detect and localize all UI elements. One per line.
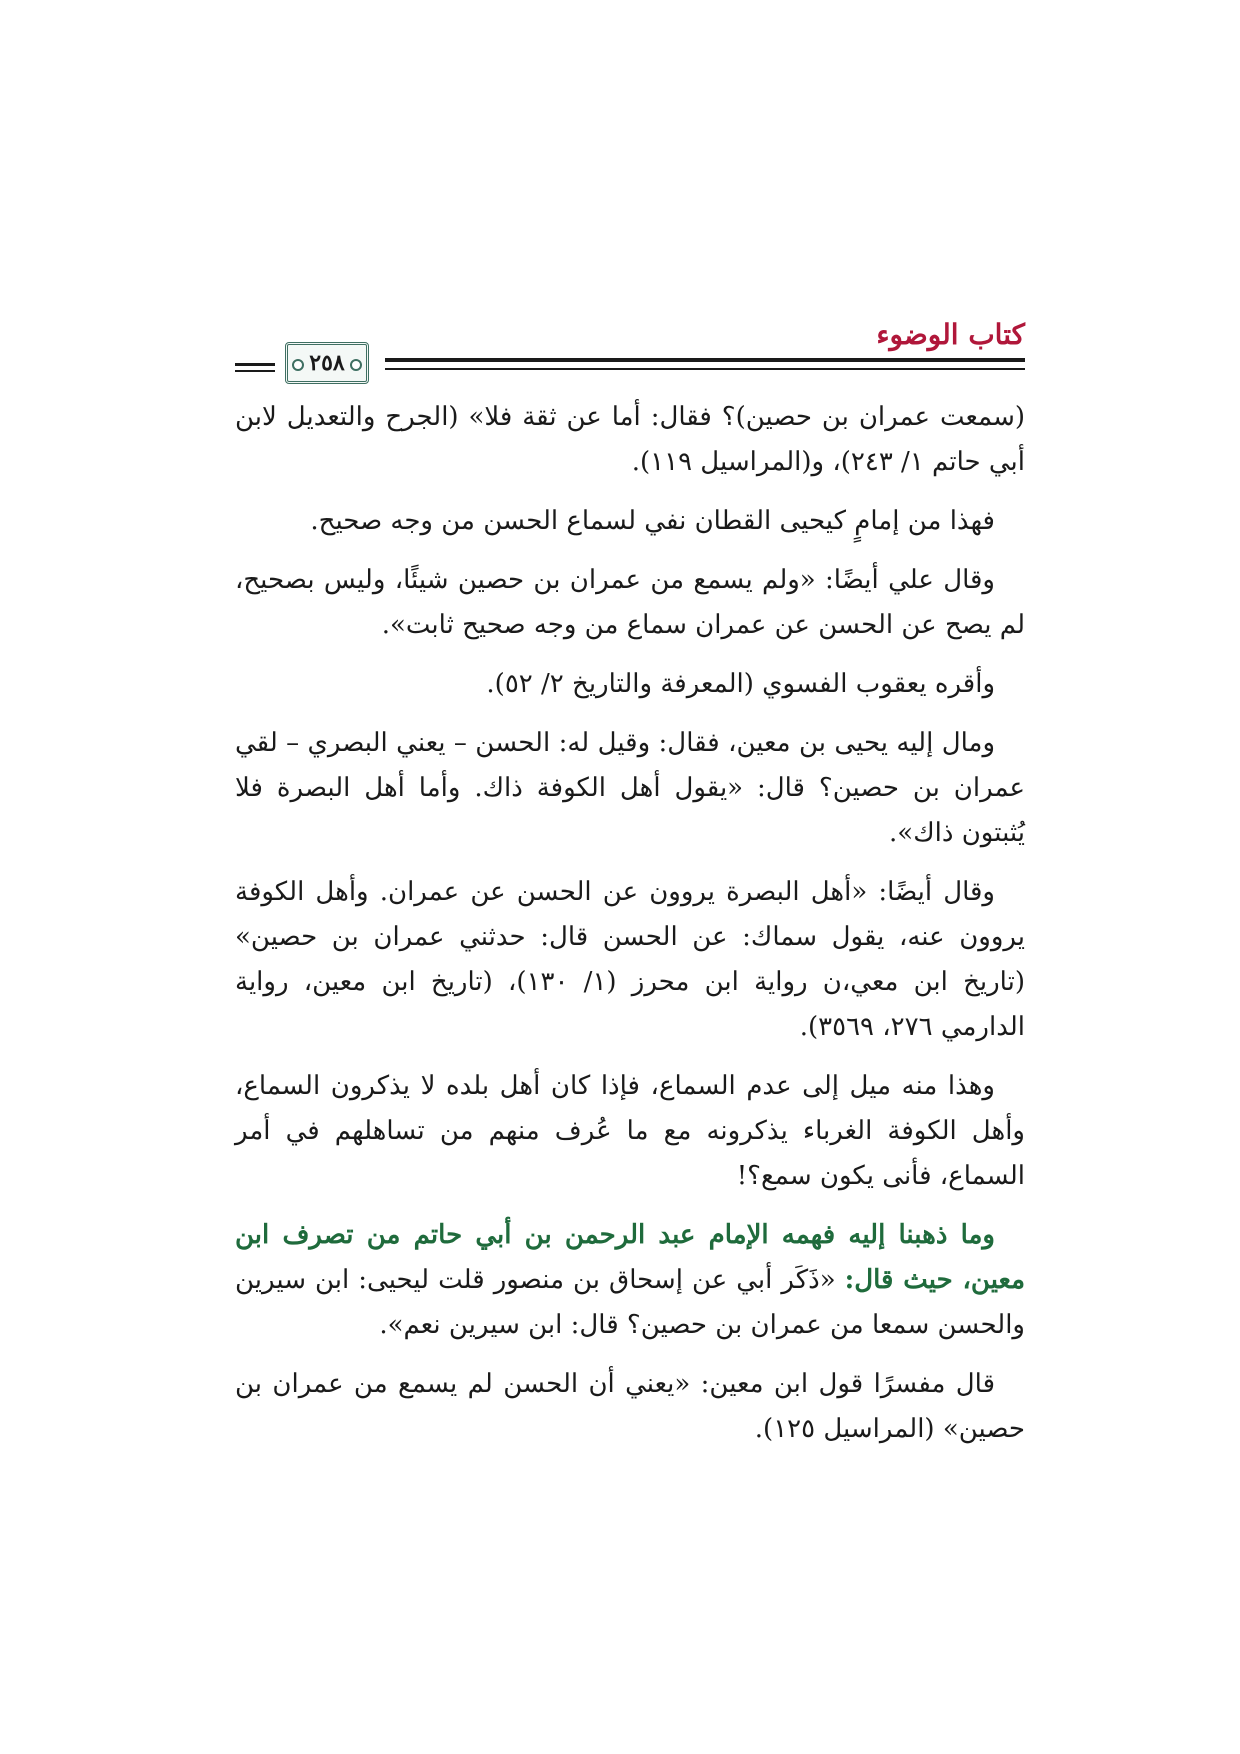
page-body: [235, 395, 1025, 1466]
header-rule-thin: [385, 368, 1025, 370]
header-rule-left-thin: [235, 370, 275, 372]
paragraph: وقال أيضًا: «أهل البصرة يروون عن الحسن عن عمران. وأهل الكوفة يروون عنه، يقول سماك: عن الحسن قال: حدثني عمران بن حصين» (تاريخ ابن معي،ن رواية ابن محرز (١/ ١٣٠)، (تاريخ ابن معين، رواية الدارمي ٢٧٦، ٣٥٦٩).: [235, 877, 1025, 1042]
paragraph: وقال علي أيضًا: «ولم يسمع من عمران بن حصين شيئًا، وليس بصحيح، لم يصح عن الحسن عن عمران سماع من وجه صحيح ثابت».: [235, 565, 1025, 640]
paragraph-highlighted: [235, 1213, 1025, 1348]
page-header: [235, 318, 1025, 388]
paragraph: وأقره يعقوب الفسوي (المعرفة والتاريخ ٢/ ٥٢).: [486, 669, 995, 699]
book-title: كتاب الوضوء: [876, 318, 1025, 351]
paragraph-rest: «ذَكَر أبي عن إسحاق بن منصور قلت ليحيى: ابن سيرين والحسن سمعا من عمران بن حصين؟ قال: ابن سيرين نعم».: [235, 1265, 1025, 1340]
page-number: ٢٥٨: [309, 350, 345, 376]
paragraph: وهذا منه ميل إلى عدم السماع، فإذا كان أهل بلده لا يذكرون السماع، وأهل الكوفة الغرباء يذكرونه مع ما عُرف منهم من تساهلهم في أمر السماع، فأنى يكون سمع؟!: [235, 1071, 1025, 1191]
paragraph: فهذا من إمامٍ كيحيى القطان نفي لسماع الحسن من وجه صحيح.: [310, 506, 995, 536]
page-number-badge: [285, 342, 369, 384]
paragraph: ومال إليه يحيى بن معين، فقال: وقيل له: الحسن – يعني البصري – لقي عمران بن حصين؟ قال: «يقول أهل الكوفة ذاك. وأما أهل البصرة فلا يُثبتون ذاك».: [235, 728, 1025, 848]
header-rule-left: [235, 363, 275, 366]
header-rule: [385, 358, 1025, 362]
paragraph: (سمعت عمران بن حصين)؟ فقال: أما عن ثقة فلا» (الجرح والتعديل لابن أبي حاتم ١/ ٢٤٣)، و(المراسيل ١١٩).: [235, 402, 1025, 477]
paragraph: قال مفسرًا قول ابن معين: «يعني أن الحسن لم يسمع من عمران بن حصين» (المراسيل ١٢٥).: [235, 1369, 1025, 1444]
highlighted-lead: وما ذهبنا إليه فهمه الإمام عبد الرحمن بن أبي حاتم من تصرف ابن معين، حيث قال:: [235, 1220, 1026, 1295]
